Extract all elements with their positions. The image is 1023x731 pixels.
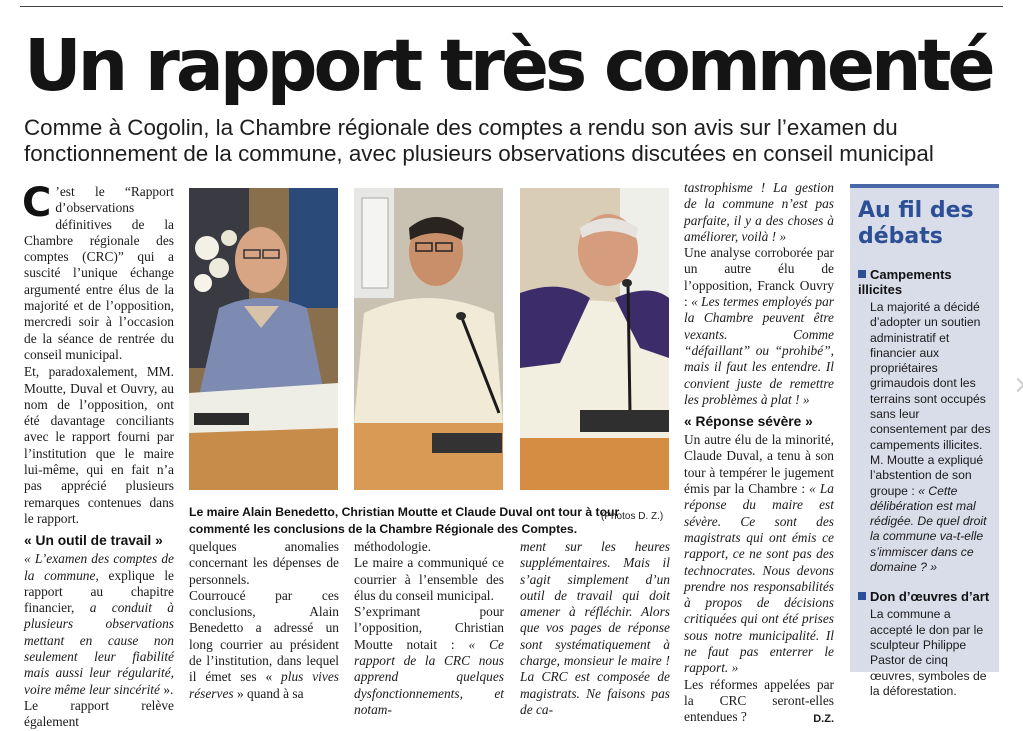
portrait-photo-3 [520,188,669,490]
paragraph: ment sur les heures supplémentaires. Mais il s’agit simplement d’un outil de travail qui doit amener à réfléchir. Alors que vos pages de réponse sont systématiquement à charge, monsieur le maire ! La CRC est composée de magistrats. Ne faisons pas de ca- [520,539,670,717]
chevron-right-icon[interactable] [1011,378,1023,392]
paragraph: Le maire a communiqué ce courrier à l’ensemble des élus du conseil municipal. [354,555,504,603]
signature: D.Z. [813,712,834,725]
sidebar-text: La majorité a décidé d’adopter un soutien administratif et financier aux propriétaires grimaudois dont les terrains sont occupés sans leur consentement par des campements illicites. M. Moutte a expliqué l’abstention de son groupe : « Cette délibération est mal rédigée. De quel droit la commune va-t-elle s’immiscer dans ce domaine ? » [870,300,991,575]
intro-paragraph: C ’est le “Rapport d’observations définitives de la Chambre régionale des comptes (CRC)” qui a suscité l’unique échange argumenté entre élus de la majorité et de l’opposition, mercredi soir à l’occasion de la séance de rentrée du conseil municipal. [22,180,174,362]
sidebar-content [858,267,991,699]
portrait-photo-2 [354,188,503,490]
square-bullet-icon [858,270,866,278]
drop-cap: C [22,180,52,226]
photo-claude-duval [520,188,669,490]
photo-alain-benedetto [189,188,338,490]
article-column-5 [684,180,834,727]
paragraph: Une analyse corroborée par un autre élu de l’opposition, Franck Ouvry : « Les termes employés par la Chambre peuvent être vexants. Comme “défaillant” ou “prohibé”, mais il faut les entendre. Il convient juste de remettre les problèmes à plat ! » [684,245,834,407]
headline: Un rapport très commenté [24,24,992,107]
paragraph: Courroucé par ces conclusions, Alain Benedetto a adressé un long courrier au président de l’institution, dans lequel il émet ses « plus vives réserves » quand à sa [189,587,339,701]
paragraph: S’exprimant pour l’opposition, Christian Moutte notait : « Ce rapport de la CRC nous apprend quelques dysfonctionnements, et notam- [354,604,504,717]
sidebar-title: Au fil des débats [858,198,974,249]
portrait-photo-1 [189,188,338,490]
paragraph: méthodologie. [354,539,431,554]
article-column-4 [520,539,670,718]
intertitle: « Réponse sévère » [684,414,813,430]
paragraph: Et, paradoxalement, MM. Moutte, Duval et Ouvry, au nom de l’opposition, ont été davantage conciliants avec le rapport fourni par l’institution que le maire lui-même, qui en fait n’a pas apprécié plusieurs remarques contenues dans le rapport. [24,364,174,526]
article-column-1 [22,180,174,731]
paragraph: « L’examen des comptes de la commune, explique le rapport au chapitre financier, a conduit à plusieurs observations mettant en cause non seulement leur fiabilité mais aussi leur régularité, voire même leur sincérité ». [24,551,174,697]
sidebar-text: La commune a accepté le don par le sculpteur Philippe Pastor de cinq œuvres, symboles de la déforestation. [870,607,987,698]
article-column-3 [354,539,504,718]
photo-caption: Le maire Alain Benedetto, Christian Moutte et Claude Duval ont tour à tour commenté les conclusions de la Chambre Régionale des Comptes. [189,505,620,537]
photo-credit: (Photos D. Z.) [601,511,664,522]
square-bullet-icon [858,592,866,600]
sidebar-heading: Campements illicites [858,267,952,297]
paragraph: Les réformes appelées par la CRC seront-elles entendues ? [684,676,834,725]
sidebar-heading: Don d’œuvres d’art [858,589,991,604]
article-column-2 [189,539,339,702]
intertitle: « Un outil de travail » [24,533,163,549]
photo-christian-moutte [354,188,503,490]
subhead: Comme à Cogolin, la Chambre régionale des comptes a rendu son avis sur l’examen du fonctionnement de la commune, avec plusieurs observations discutées en conseil municipal [24,115,934,166]
paragraph: quelques anomalies concernant les dépenses de personnels. [189,539,339,587]
top-rule [20,6,1003,7]
paragraph: Le rapport relève également [24,697,174,730]
paragraph: Un autre élu de la minorité, Claude Duval, a tenu à son tour à tempérer le jugement émis par la Chambre : « La réponse du maire est sévère. Ce sont des magistrats qui ont émis ce rapport, ce ne sont pas des technocrates. Nous devons prendre nos responsabilités à propos de décisions critiquées qui ont été prises sous notre municipalité. Il ne faut pas enterrer le rapport. » [684,432,834,676]
paragraph: tastrophisme ! La gestion de la commune n’est pas parfaite, il y a des choses à améliorer, voilà ! » [684,180,834,244]
